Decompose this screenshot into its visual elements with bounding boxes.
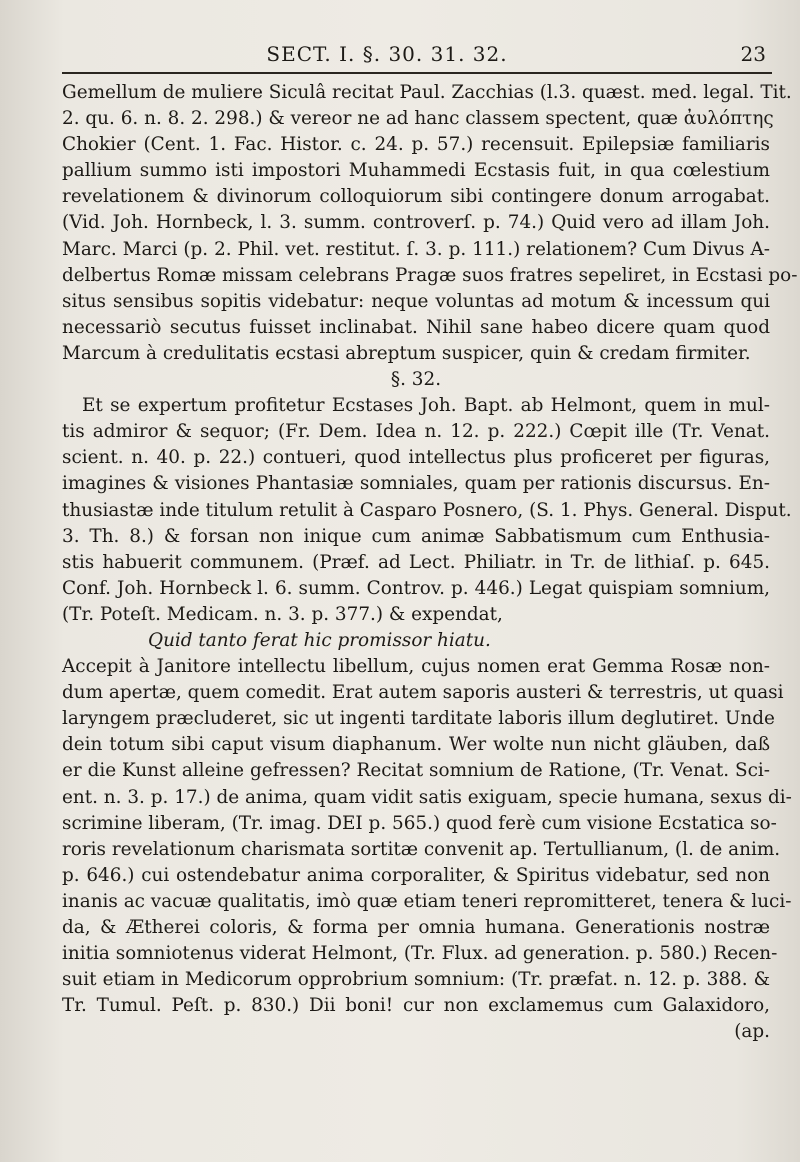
page-header <box>62 40 772 78</box>
text-line: §. 32. <box>390 369 442 391</box>
text-line: situs sensibus sopitis videbatur: neque voluntas ad motum & incessum qui <box>62 290 770 312</box>
text-line: Conf. Joh. Hornbeck l. 6. summ. Controv. p. 446.) Legat quispiam somnium, <box>62 577 770 599</box>
text-line: Quid tanto ferat hic promissor hiatu. <box>148 629 491 651</box>
text-line: dein totum sibi caput visum diaphanum. Wer wolte nun nicht gläuben, daß <box>62 734 770 756</box>
text-line: dum apertæ, quem comedit. Erat autem saporis austeri & terrestris, ut quasi <box>62 682 784 704</box>
text-line: roris revelationum charismata sortitæ convenit ap. Tertullianum, (l. de anim. <box>62 838 781 860</box>
text-line: pallium summo isti impostori Muhammedi Ecstasis fuit, in qua cœlestium <box>62 160 770 182</box>
text-line: laryngem præcluderet, sic ut ingenti tarditate laboris illum deglutiret. Unde <box>62 708 775 730</box>
text-line: Tr. Tumul. Peſt. p. 830.) Dii boni! cur non exclamemus cum Galaxidoro, <box>62 995 770 1017</box>
text-line: tis admiror & sequor; (Fr. Dem. Idea n. 12. p. 222.) Cœpit ille (Tr. Venat. <box>62 421 770 443</box>
text-line: suit etiam in Medicorum opprobrium somnium: (Tr. præfat. n. 12. p. 388. & <box>62 969 770 991</box>
text-line: Accepit à Janitore intellectu libellum, cujus nomen erat Gemma Rosæ non- <box>62 656 770 678</box>
text-line: Marc. Marci (p. 2. Phil. vet. restitut. ſ. 3. p. 111.) relationem? Cum Divus A- <box>62 238 770 260</box>
text-line: Et se expertum profitetur Ecstases Joh. Bapt. ab Helmont, quem in mul- <box>82 395 770 417</box>
text-line: necessariò secutus fuisset inclinabat. Nihil sane habeo dicere quam quod <box>62 316 770 338</box>
text-line: stis habuerit communem. (Præf. ad Lect. Philiatr. in Tr. de lithiaſ. p. 645. <box>62 551 770 573</box>
text-line: er die Kunst alleine gefressen? Recitat somnium de Ratione, (Tr. Venat. Sci- <box>62 760 770 782</box>
header-rule <box>62 72 772 74</box>
text-line: ent. n. 3. p. 17.) de anima, quam vidit satis exiguam, specie humana, sexus di- <box>62 786 792 808</box>
text-line: 3. Th. 8.) & forsan non inique cum animæ Sabbatismum cum Enthusia- <box>62 525 770 547</box>
text-line: Chokier (Cent. 1. Fac. Histor. c. 24. p. 57.) recensuit. Epilepsiæ familiaris <box>62 134 770 156</box>
text-line: revelationem & divinorum colloquiorum sibi contingere donum arrogabat. <box>62 186 770 208</box>
text-line: imagines & visiones Phantasiæ somniales, quam per rationis discursus. En- <box>62 473 770 495</box>
text-line: delbertus Romæ missam celebrans Pragæ suos fratres sepeliret, in Ecstasi po- <box>62 264 798 286</box>
text-line: inanis ac vacuæ qualitatis, imò quæ etiam teneri repromitteret, tenera & luci- <box>62 890 792 912</box>
text-line: (Tr. Poteſt. Medicam. n. 3. p. 377.) & expendat, <box>62 603 503 625</box>
text-line: scrimine liberam, (Tr. imag. DEI p. 565.) quod ferè cum visione Ecstatica so- <box>62 812 777 834</box>
page-number: 23 <box>740 42 766 66</box>
body-text <box>62 80 798 1045</box>
text-line: (Vid. Joh. Hornbeck, l. 3. summ. controverſ. p. 74.) Quid vero ad illam Joh. <box>62 212 770 234</box>
text-line: da, & Ætherei coloris, & forma per omnia humana. Generationis nostræ <box>62 917 770 938</box>
text-line: (ap. <box>734 1021 770 1043</box>
text-line: Gemellum de muliere Siculâ recitat Paul. Zacchias (l.3. quæst. med. legal. Tit. <box>62 82 792 103</box>
text-line: Marcum à credulitatis ecstasi abreptum suspicer, quin & credam firmiter. <box>62 342 751 364</box>
text-line: 2. qu. 6. n. 8. 2. 298.) & vereor ne ad hanc classem spectent, quæ ἀυλόπτης <box>62 108 774 130</box>
text-line: initia somniotenus viderat Helmont, (Tr. Flux. ad generation. p. 580.) Recen- <box>62 943 778 965</box>
text-line: thusiastæ inde titulum retulit à Casparo Posnero, (S. 1. Phys. General. Disput. <box>62 499 792 521</box>
text-line: p. 646.) cui ostendebatur anima corporaliter, & Spiritus videbatur, sed non <box>62 864 770 886</box>
text-line: scient. n. 40. p. 22.) contueri, quod intellectus plus proficeret per figuras, <box>62 447 770 469</box>
running-head: SECT. I. §. 30. 31. 32. <box>266 42 508 66</box>
